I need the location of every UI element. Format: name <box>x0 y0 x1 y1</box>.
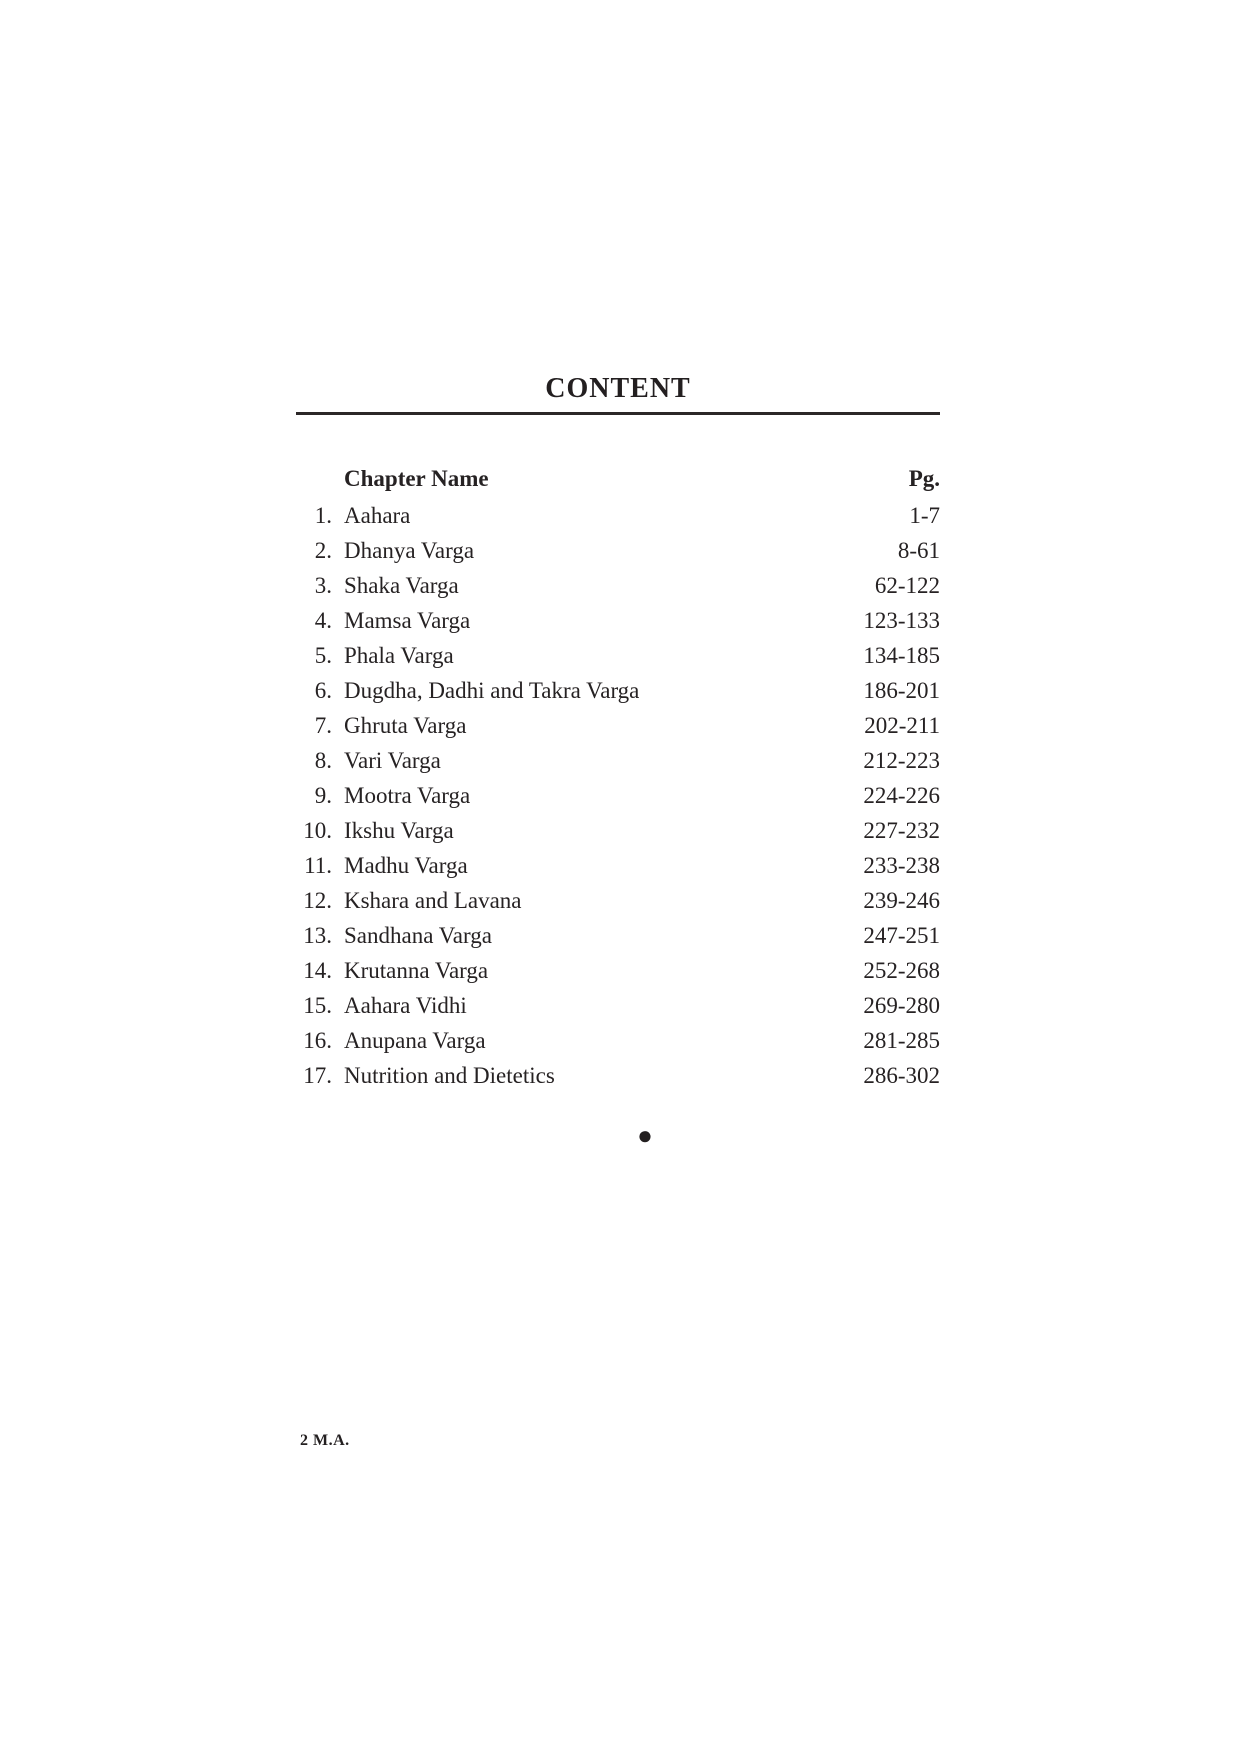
toc-row <box>296 1023 940 1058</box>
chapter-number: 2. <box>314 538 332 563</box>
chapter-name: Ikshu Varga <box>344 818 454 843</box>
chapter-number: 11. <box>304 853 332 878</box>
toc-row <box>296 638 940 673</box>
toc-row <box>296 603 940 638</box>
toc-header-page-label: Pg. <box>908 466 940 491</box>
chapter-pages: 1-7 <box>909 503 940 528</box>
chapter-pages: 8-61 <box>897 538 940 563</box>
chapter-name: Dugdha, Dadhi and Takra Varga <box>344 678 640 703</box>
chapter-name: Vari Varga <box>344 748 441 773</box>
table-of-contents <box>296 459 940 1093</box>
toc-row <box>296 568 940 603</box>
toc-row <box>296 988 940 1023</box>
chapter-name: Dhanya Varga <box>344 538 475 563</box>
page-content-block <box>296 0 940 1149</box>
chapter-number: 14. <box>303 958 332 983</box>
chapter-pages: 252-268 <box>863 958 940 983</box>
chapter-pages: 269-280 <box>863 993 940 1018</box>
chapter-pages: 62-122 <box>874 573 940 598</box>
chapter-number: 10. <box>303 818 332 843</box>
chapter-pages: 134-185 <box>863 643 940 668</box>
toc-row <box>296 848 940 883</box>
chapter-number: 1. <box>314 503 332 528</box>
toc-header-chapter-name: Chapter Name <box>344 466 489 491</box>
chapter-name: Shaka Varga <box>344 573 459 598</box>
chapter-pages: 123-133 <box>863 608 940 633</box>
toc-row <box>296 743 940 778</box>
toc-row <box>296 498 940 533</box>
chapter-pages: 239-246 <box>863 888 940 913</box>
toc-row <box>296 1058 940 1093</box>
chapter-name: Phala Varga <box>344 643 454 668</box>
chapter-number: 6. <box>314 678 332 703</box>
toc-row <box>296 918 940 953</box>
chapter-name: Aahara <box>344 503 411 528</box>
chapter-pages: 286-302 <box>863 1063 940 1088</box>
toc-row <box>296 778 940 813</box>
toc-row <box>296 953 940 988</box>
chapter-name: Kshara and Lavana <box>344 888 522 913</box>
end-of-content-bullet-icon: ● <box>637 1121 653 1150</box>
toc-rows-container <box>296 498 940 1093</box>
page-title: CONTENT <box>545 373 691 404</box>
chapter-number: 9. <box>314 783 332 808</box>
footer-edition-note: 2 M.A. <box>300 1432 350 1449</box>
toc-row <box>296 883 940 918</box>
chapter-pages: 224-226 <box>863 783 940 808</box>
chapter-pages: 212-223 <box>863 748 940 773</box>
chapter-number: 13. <box>303 923 332 948</box>
chapter-name: Anupana Varga <box>344 1028 486 1053</box>
chapter-number: 4. <box>314 608 332 633</box>
toc-row <box>296 673 940 708</box>
chapter-number: 17. <box>303 1063 332 1088</box>
chapter-name: Aahara Vidhi <box>344 993 467 1018</box>
chapter-number: 12. <box>303 888 332 913</box>
chapter-name: Sandhana Varga <box>344 923 492 948</box>
chapter-name: Mamsa Varga <box>344 608 471 633</box>
chapter-number: 7. <box>314 713 332 738</box>
chapter-number: 3. <box>314 573 332 598</box>
title-underline-rule <box>296 412 940 415</box>
chapter-name: Madhu Varga <box>344 853 468 878</box>
chapter-number: 16. <box>303 1028 332 1053</box>
chapter-pages: 202-211 <box>864 713 940 738</box>
chapter-pages: 281-285 <box>863 1028 940 1053</box>
toc-row <box>296 813 940 848</box>
chapter-name: Krutanna Varga <box>344 958 489 983</box>
toc-row <box>296 708 940 743</box>
chapter-name: Mootra Varga <box>344 783 471 808</box>
end-marker-container <box>296 1123 940 1149</box>
chapter-pages: 233-238 <box>863 853 940 878</box>
chapter-name: Ghruta Varga <box>344 713 467 738</box>
toc-row <box>296 533 940 568</box>
chapter-pages: 247-251 <box>863 923 940 948</box>
chapter-pages: 186-201 <box>863 678 940 703</box>
chapter-name: Nutrition and Dietetics <box>344 1063 555 1088</box>
chapter-number: 15. <box>303 993 332 1018</box>
chapter-number: 5. <box>314 643 332 668</box>
toc-header-row <box>296 459 940 498</box>
chapter-pages: 227-232 <box>863 818 940 843</box>
chapter-number: 8. <box>314 748 332 773</box>
